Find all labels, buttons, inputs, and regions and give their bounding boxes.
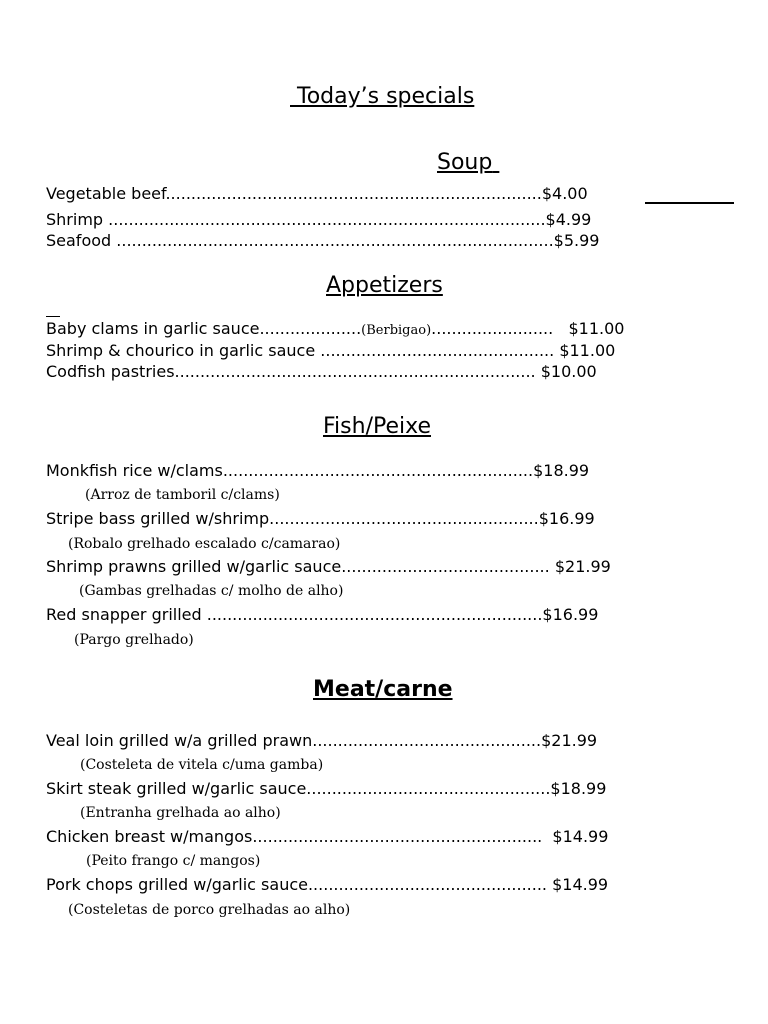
menu-item-shrimp-chourico bbox=[46, 341, 615, 361]
item-name: Veal loin grilled w/a grilled prawn bbox=[46, 731, 313, 750]
leader-dots: .......................................................................... bbox=[165, 184, 542, 203]
item-price: $18.99 bbox=[533, 461, 590, 480]
menu-item-seafood bbox=[46, 231, 599, 251]
item-price: $14.99 bbox=[552, 875, 609, 894]
item-price: $4.00 bbox=[541, 184, 588, 203]
section-heading-fish: Fish/Peixe bbox=[323, 414, 431, 439]
item-name: Monkfish rice w/clams bbox=[46, 461, 223, 480]
item-translation: (Costeleta de vitela c/uma gamba) bbox=[80, 757, 324, 773]
menu-item-stripe-bass bbox=[46, 509, 595, 529]
menu-item-monkfish-rice bbox=[46, 461, 589, 481]
item-price: $21.99 bbox=[554, 557, 611, 576]
menu-item-skirt-steak bbox=[46, 779, 606, 799]
item-name: Seafood bbox=[46, 231, 117, 250]
menu-item-veal-loin bbox=[46, 731, 597, 751]
item-translation: (Arroz de tamboril c/clams) bbox=[85, 487, 280, 503]
item-price: $11.00 bbox=[559, 341, 616, 360]
short-rule bbox=[46, 316, 60, 317]
leader-dots: ............................................. bbox=[312, 731, 542, 750]
leader-dots: ............................................... bbox=[307, 875, 548, 894]
section-heading-meat: Meat/carne bbox=[313, 677, 453, 702]
item-name: Pork chops grilled w/garlic sauce bbox=[46, 875, 308, 894]
item-price: $16.99 bbox=[542, 605, 599, 624]
menu-item-vegetable-beef bbox=[46, 184, 588, 204]
item-name: Shrimp bbox=[46, 210, 109, 229]
item-name: Red snapper grilled bbox=[46, 605, 207, 624]
item-name: Stripe bass grilled w/shrimp bbox=[46, 509, 270, 528]
item-name: Codfish pastries bbox=[46, 362, 175, 381]
menu-item-pork-chops bbox=[46, 875, 608, 895]
leader-dots: .................................................................. bbox=[206, 605, 543, 624]
menu-item-baby-clams bbox=[46, 319, 624, 341]
item-translation: (Peito frango c/ mangos) bbox=[86, 853, 261, 869]
item-price: $14.99 bbox=[552, 827, 609, 846]
item-price: $5.99 bbox=[553, 231, 600, 250]
leader-dots: ..................................................... bbox=[269, 509, 539, 528]
item-translation: (Robalo grelhado escalado c/camarao) bbox=[68, 536, 341, 552]
item-price: $4.99 bbox=[545, 210, 592, 229]
item-name: Skirt steak grilled w/garlic sauce bbox=[46, 779, 307, 798]
menu-item-chicken-breast bbox=[46, 827, 608, 847]
section-heading-appetizers: Appetizers bbox=[326, 273, 443, 298]
item-translation: (Gambas grelhadas c/ molho de alho) bbox=[79, 583, 344, 599]
menu-item-red-snapper bbox=[46, 605, 598, 625]
leader-dots: ...................................................................................... bbox=[108, 210, 546, 229]
item-translation: (Pargo grelhado) bbox=[74, 632, 194, 648]
underline-rule bbox=[645, 202, 734, 204]
leader-dots: ...................................................................................... bbox=[116, 231, 554, 250]
item-price: $18.99 bbox=[550, 779, 607, 798]
item-translation: (Entranha grelhada ao alho) bbox=[80, 805, 281, 821]
leader-dots: ........................ bbox=[431, 319, 554, 338]
item-name: Shrimp prawns grilled w/garlic sauce bbox=[46, 557, 342, 576]
leader-dots: ................................................ bbox=[306, 779, 551, 798]
item-name: Chicken breast w/mangos bbox=[46, 827, 253, 846]
item-price: $11.00 bbox=[568, 319, 625, 338]
leader-dots: ......................................... bbox=[341, 557, 550, 576]
item-note: (Berbigao) bbox=[361, 323, 432, 338]
menu-item-shrimp bbox=[46, 210, 591, 230]
item-price: $10.00 bbox=[540, 362, 597, 381]
leader-dots: ............................................................. bbox=[222, 461, 534, 480]
item-price: $16.99 bbox=[538, 509, 595, 528]
leader-dots: ....................................................................... bbox=[174, 362, 536, 381]
menu-item-codfish-pastries bbox=[46, 362, 597, 382]
leader-dots: .................... bbox=[259, 319, 362, 338]
leader-dots: ......................................................... bbox=[252, 827, 543, 846]
item-name: Baby clams in garlic sauce bbox=[46, 319, 260, 338]
menu-item-shrimp-prawns bbox=[46, 557, 611, 577]
leader-dots: .............................................. bbox=[320, 341, 555, 360]
item-name: Shrimp & chourico in garlic sauce bbox=[46, 341, 321, 360]
page-title: Today’s specials bbox=[297, 84, 475, 109]
section-heading-soup: Soup bbox=[437, 150, 493, 175]
item-price: $21.99 bbox=[541, 731, 598, 750]
item-name: Vegetable beef bbox=[46, 184, 166, 203]
item-translation: (Costeletas de porco grelhadas ao alho) bbox=[68, 902, 351, 918]
